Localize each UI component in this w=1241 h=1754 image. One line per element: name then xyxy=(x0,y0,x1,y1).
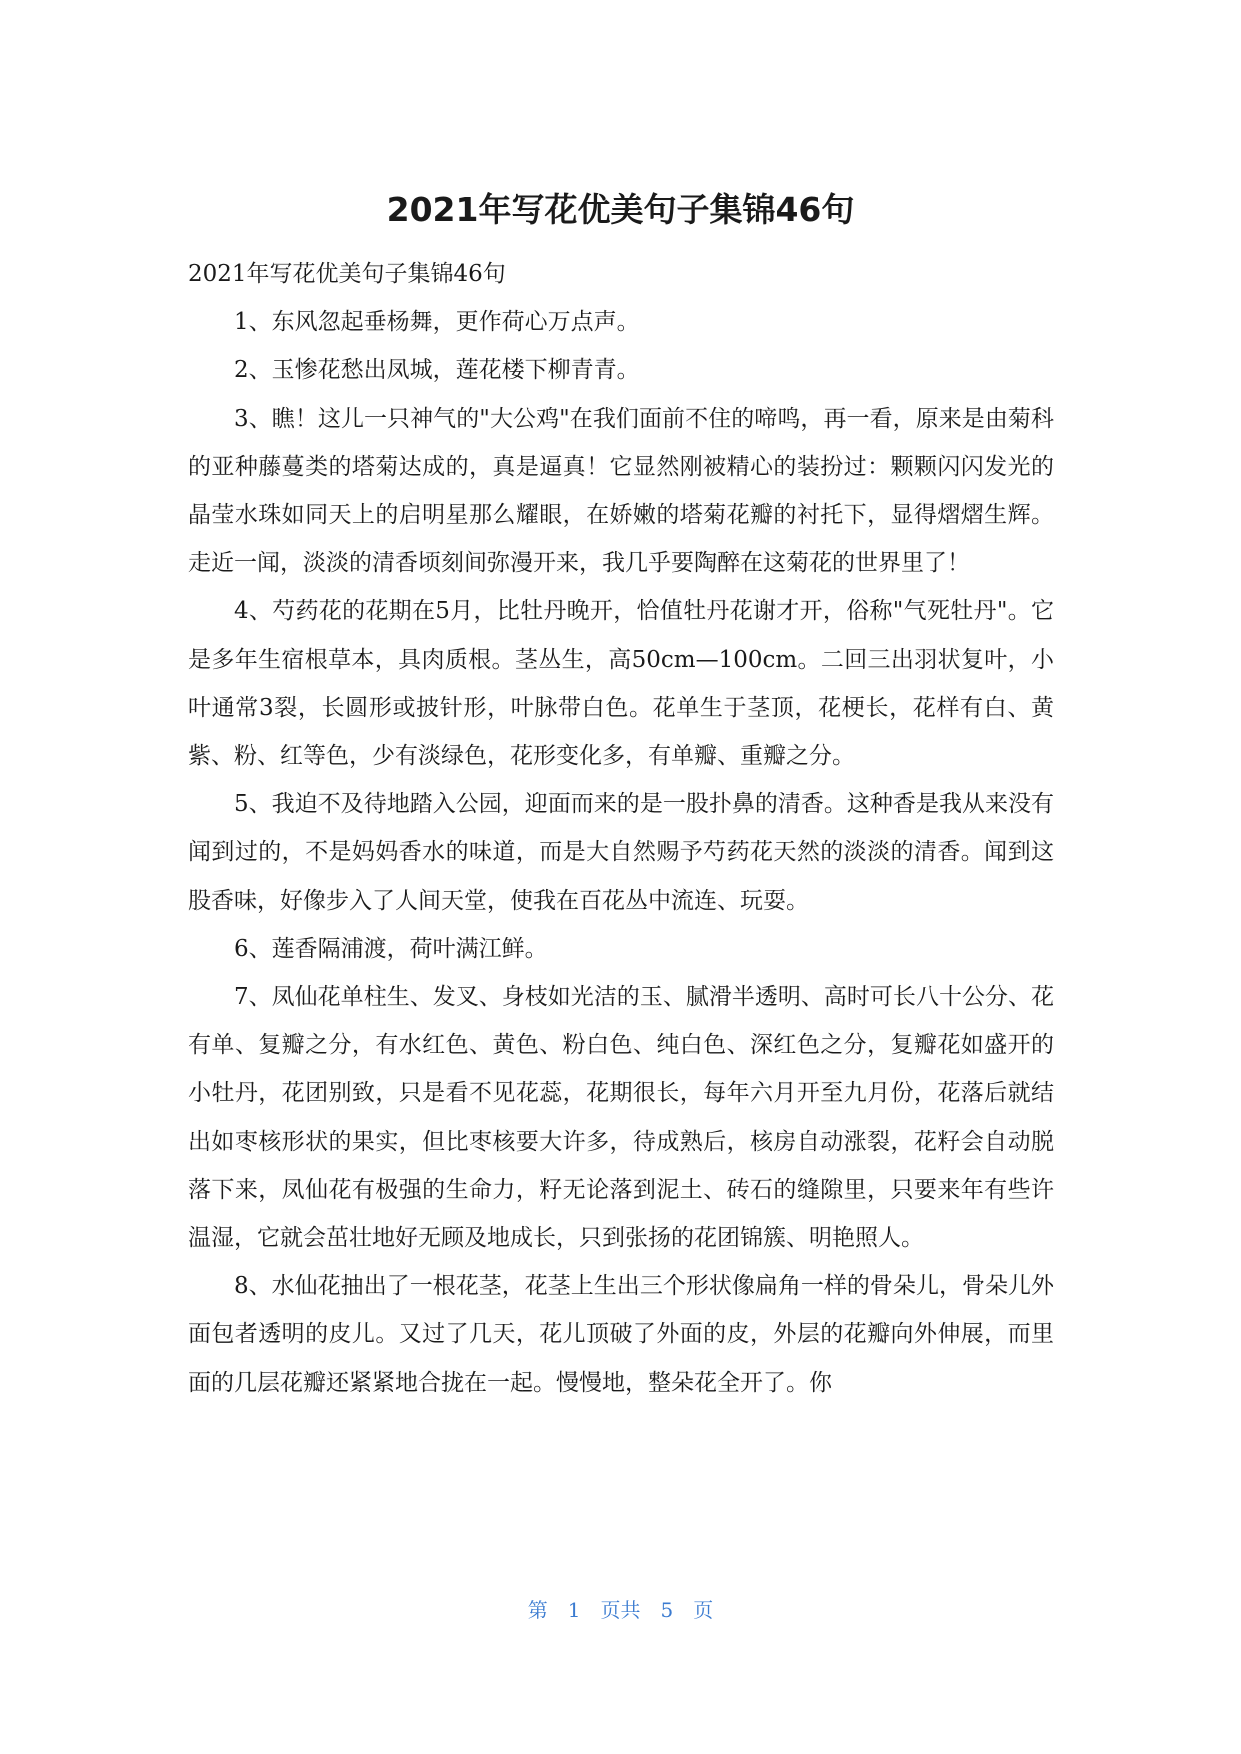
document-title: 2021年写花优美句子集锦46句 xyxy=(386,190,855,229)
page-footer xyxy=(0,1596,1241,1624)
footer-current-page: 1 xyxy=(567,1598,581,1622)
document-body xyxy=(188,250,1054,1407)
paragraph-5: 5、我迫不及待地踏入公园，迎面而来的是一股扑鼻的清香。这种香是我从来没有闻到过的，不是妈妈香水的味道，而是大自然赐予芍药花天然的淡淡的清香。闻到这股香味，好像步入了人间天堂，使我在百花丛中流连、玩耍。 xyxy=(188,791,1054,914)
paragraph-6: 6、莲香隔浦渡，荷叶满江鲜。 xyxy=(234,935,548,962)
footer-label-end: 页 xyxy=(693,1598,714,1622)
paragraph-4: 4、芍药花的花期在5月，比牡丹晚开，恰值牡丹花谢才开，俗称"气死牡丹"。它是多年生宿根草本，具肉质根。茎丛生，高50cm—100cm。二回三出羽状复叶，小叶通常3裂，长圆形或披针形，叶脉带白色。花单生于茎顶，花梗长，花样有白、黄紫、粉、红等色，少有淡绿色，花形变化多，有单瓣、重瓣之分。 xyxy=(188,598,1054,770)
paragraph-8: 8、水仙花抽出了一根花茎，花茎上生出三个形状像扁角一样的骨朵儿，骨朵儿外面包者透明的皮儿。又过了几天，花儿顶破了外面的皮，外层的花瓣向外伸展，而里面的几层花瓣还紧紧地合拢在一起。慢慢地，整朵花全开了。你 xyxy=(188,1273,1054,1396)
footer-label-page: 第 xyxy=(527,1598,548,1622)
document-subtitle: 2021年写花优美句子集锦46句 xyxy=(188,261,506,287)
paragraph-7: 7、凤仙花单柱生、发叉、身枝如光洁的玉、腻滑半透明、高时可长八十公分、花有单、复瓣之分，有水红色、黄色、粉白色、纯白色、深红色之分，复瓣花如盛开的小牡丹，花团别致，只是看不见花蕊，花期很长，每年六月开至九月份，花落后就结出如枣核形状的果实，但比枣核要大许多，待成熟后，核房自动涨裂，花籽会自动脱落下来，凤仙花有极强的生命力，籽无论落到泥土、砖石的缝隙里，只要来年有些许温湿，它就会茁壮地好无顾及地成长，只到张扬的花团锦簇、明艳照人。 xyxy=(188,984,1054,1252)
paragraph-3: 3、瞧！这儿一只神气的"大公鸡"在我们面前不住的啼鸣，再一看，原来是由菊科的亚种藤蔓类的塔菊达成的，真是逼真！它显然刚被精心的装扮过：颗颗闪闪发光的晶莹水珠如同天上的启明星那么耀眼，在娇嫩的塔菊花瓣的衬托下，显得熠熠生辉。走近一闻，淡淡的清香顷刻间弥漫开来，我几乎要陶醉在这菊花的世界里了！ xyxy=(188,405,1054,577)
footer-total-pages: 5 xyxy=(660,1598,674,1622)
paragraph-1: 1、东风忽起垂杨舞，更作荷心万点声。 xyxy=(234,309,640,336)
footer-label-mid: 页共 xyxy=(600,1598,641,1622)
paragraph-2: 2、玉惨花愁出凤城，莲花楼下柳青青。 xyxy=(234,357,640,384)
